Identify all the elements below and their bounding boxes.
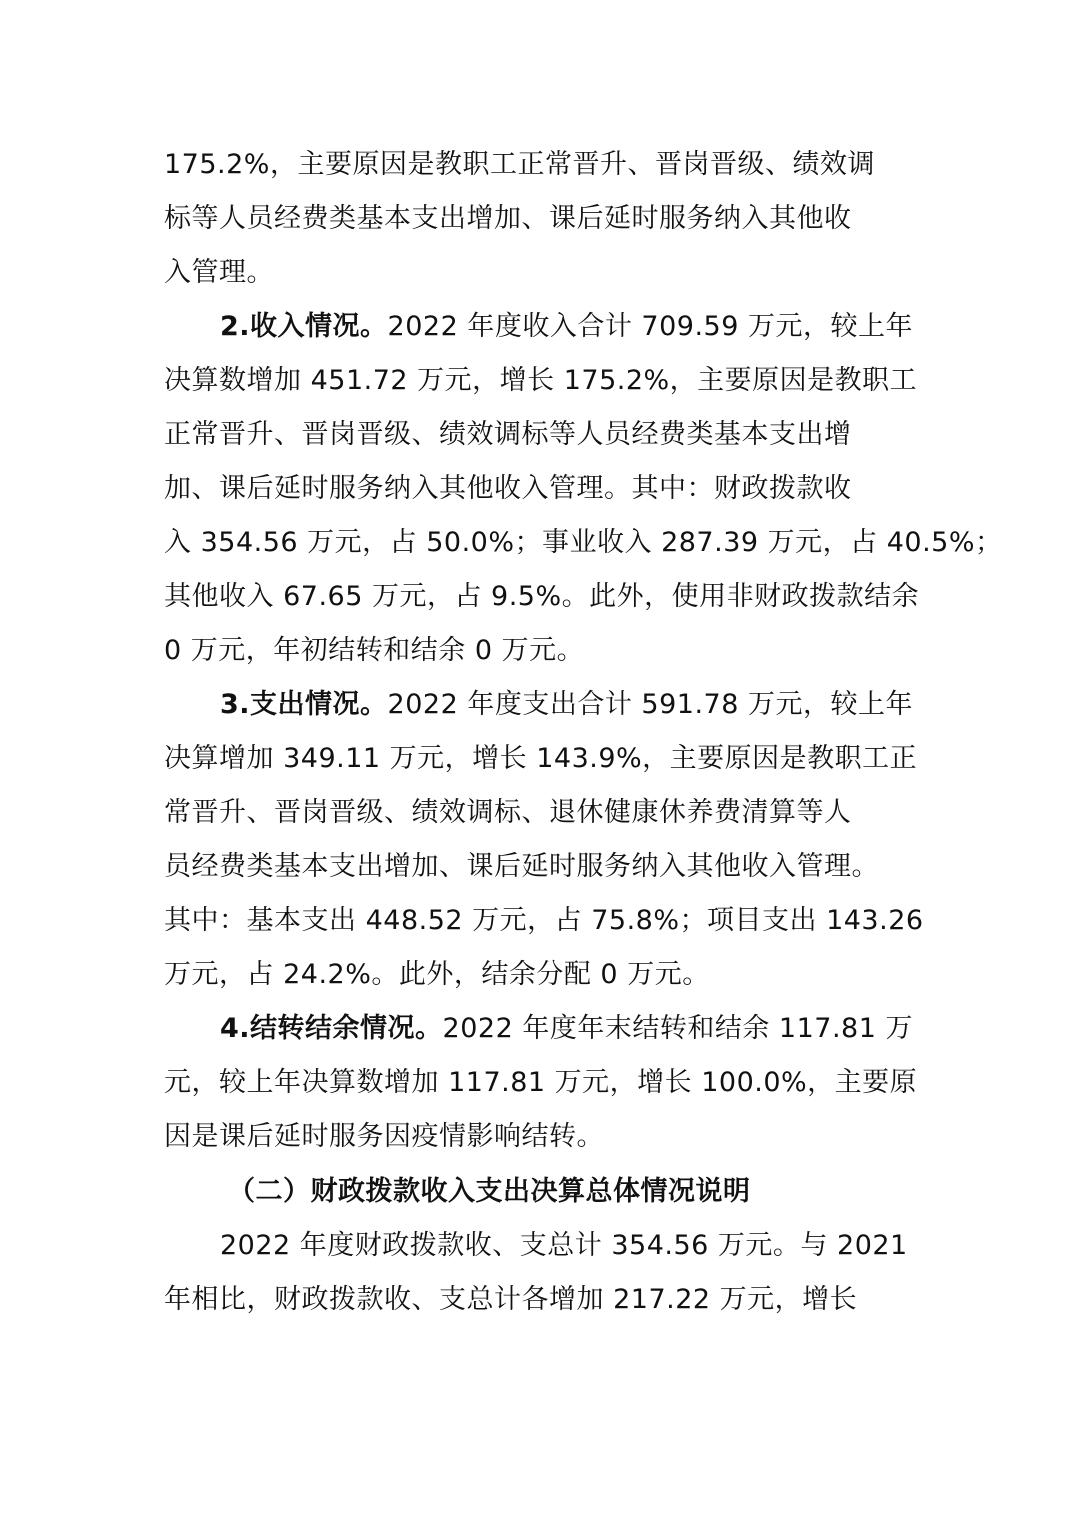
paragraph-heading-income: 2.收入情况。 <box>220 311 388 342</box>
body-text-line: 决算增加 349.11 万元，增长 143.9%，主要原因是教职工正 <box>164 743 918 774</box>
body-text-line: 正常晋升、晋岗晋级、绩效调标等人员经费类基本支出增 <box>164 419 852 450</box>
body-text-line: 元，较上年决算数增加 117.81 万元，增长 100.0%，主要原 <box>164 1067 918 1098</box>
paragraph-expenditure: 3.支出情况。2022 年度支出合计 591.78 万元，较上年 <box>220 689 913 720</box>
body-text-line: 175.2%，主要原因是教职工正常晋升、晋岗晋级、绩效调 <box>164 149 875 180</box>
paragraph-carryover: 4.结转结余情况。2022 年度年末结转和结余 117.81 万 <box>220 1013 913 1044</box>
body-text-line: 决算数增加 451.72 万元，增长 175.2%，主要原因是教职工 <box>164 365 918 396</box>
paragraph-heading-carryover: 4.结转结余情况。 <box>220 1013 443 1044</box>
body-text-line: 入管理。 <box>164 257 274 288</box>
body-text-line: 0 万元，年初结转和结余 0 万元。 <box>164 635 585 666</box>
body-text-line: 员经费类基本支出增加、课后延时服务纳入其他收入管理。 <box>164 851 879 882</box>
body-text-line: 其他收入 67.65 万元，占 9.5%。此外，使用非财政拨款结余 <box>164 581 920 612</box>
body-text-line: 标等人员经费类基本支出增加、课后延时服务纳入其他收 <box>164 203 852 234</box>
body-text-line: 2022 年度财政拨款收、支总计 354.56 万元。与 2021 <box>220 1230 908 1261</box>
section-heading: （二）财政拨款收入支出决算总体情况说明 <box>228 1176 751 1207</box>
body-text-line: 因是课后延时服务因疫情影响结转。 <box>164 1121 604 1152</box>
body-text-line: 常晋升、晋岗晋级、绩效调标、退休健康休养费清算等人 <box>164 797 852 828</box>
paragraph-heading-expenditure: 3.支出情况。 <box>220 689 388 720</box>
body-text-line: 万元，占 24.2%。此外，结余分配 0 万元。 <box>164 959 710 990</box>
body-text-line: 入 354.56 万元，占 50.0%；事业收入 287.39 万元，占 40.5%； <box>164 527 1003 558</box>
body-text-line: 年相比，财政拨款收、支总计各增加 217.22 万元，增长 <box>164 1284 858 1315</box>
body-text-line: 其中：基本支出 448.52 万元，占 75.8%；项目支出 143.26 <box>164 905 924 936</box>
paragraph-income: 2.收入情况。2022 年度收入合计 709.59 万元，较上年 <box>220 311 913 342</box>
body-text-line: 加、课后延时服务纳入其他收入管理。其中：财政拨款收 <box>164 473 852 504</box>
